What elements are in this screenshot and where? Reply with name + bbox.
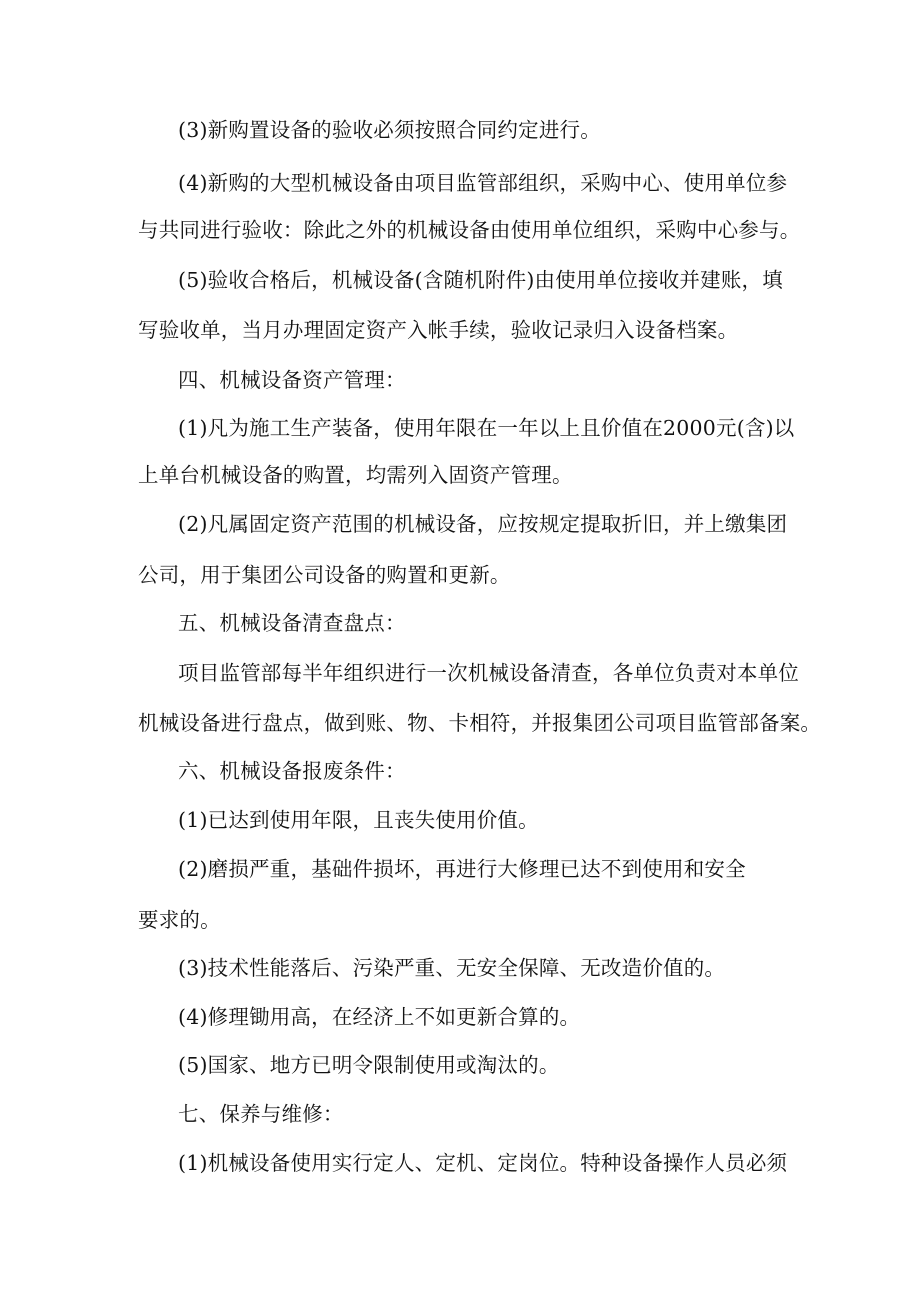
text-line: 上单台机械设备的购置，均需列入固资产管理。: [138, 463, 573, 487]
text-line: (3)技术性能落后、污染严重、无安全保障、无改造价值的。: [178, 956, 726, 980]
text-line: (1)已达到使用年限，且丧失使用价值。: [178, 808, 539, 832]
text-line: (5)验收合格后，机械设备(含随机附件)由使用单位接收并建账，填: [178, 268, 783, 292]
text-line: 要求的。: [138, 908, 221, 932]
text-line: 项目监管部每半年组织进行一次机械设备清查，各单位负责对本单位: [178, 661, 799, 685]
text-line: (5)国家、地方已明令限制使用或淘汰的。: [178, 1053, 560, 1077]
section-heading: 五、机械设备清查盘点：: [178, 611, 406, 635]
section-heading: 七、保养与维修：: [178, 1102, 344, 1126]
text-line: (1)机械设备使用实行定人、定机、定岗位。特种设备操作人员必须: [178, 1151, 788, 1175]
section-heading: 四、机械设备资产管理：: [178, 368, 406, 392]
text-line: (2)磨损严重，基础件损坏，再进行大修理已达不到使用和安全: [178, 857, 746, 881]
text-line: (3)新购置设备的验收必须按照合同约定进行。: [178, 118, 601, 142]
text-line: (1)凡为施工生产装备，使用年限在一年以上且价值在2000元(含)以: [178, 416, 795, 440]
text-line: (4)修理锄用高，在经济上不如更新合算的。: [178, 1005, 581, 1029]
section-heading: 六、机械设备报废条件：: [178, 759, 406, 783]
text-line: 写验收单，当月办理固定资产入帐手续，验收记录归入设备档案。: [138, 318, 739, 342]
text-line: 公司，用于集团公司设备的购置和更新。: [138, 563, 511, 587]
text-line: 机械设备进行盘点，做到账、物、卡相符，并报集团公司项目监管部备案。: [138, 711, 822, 735]
text-line: (2)凡属固定资产范围的机械设备，应按规定提取折旧，并上缴集团: [178, 512, 788, 536]
text-line: (4)新购的大型机械设备由项目监管部组织，采购中心、使用单位参: [178, 171, 788, 195]
text-line: 与共同进行验收：除此之外的机械设备由使用单位组织，采购中心参与。: [138, 218, 801, 242]
